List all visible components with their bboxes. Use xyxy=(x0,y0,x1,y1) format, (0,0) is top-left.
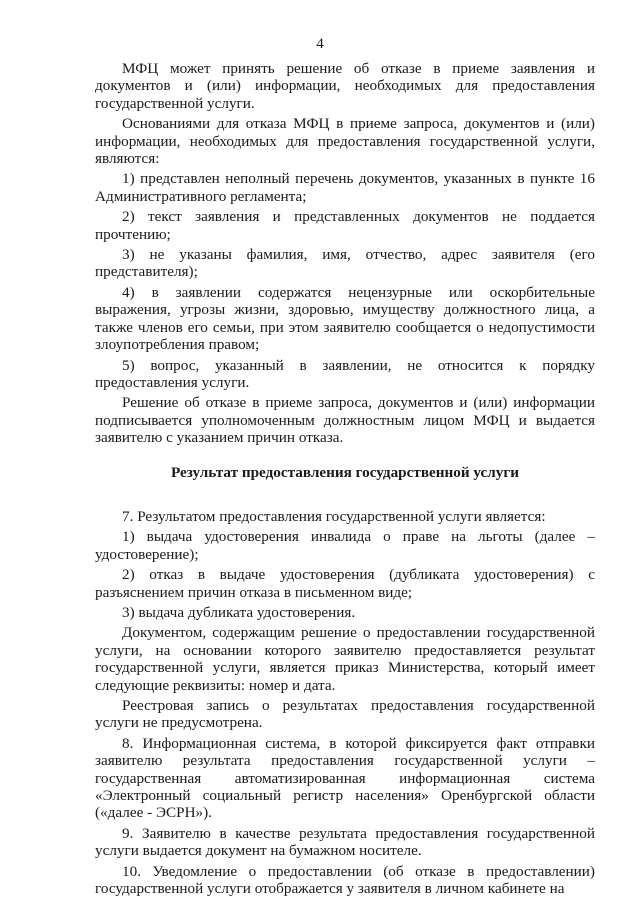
list-item: 5) вопрос, указанный в заявлении, не относится к порядку предоставления услуги. xyxy=(95,356,595,391)
paragraph: 8. Информационная система, в которой фиксируется факт отправки заявителю результата предоставления государственной услуги – государственная автоматизированная информационная система «Электронный социальный регистр населения» Оренбургской области («далее - ЭСРН»). xyxy=(95,734,595,822)
list-item: 1) выдача удостоверения инвалида о праве на льготы (далее – удостоверение); xyxy=(95,528,595,563)
section-heading: Результат предоставления государственной услуги xyxy=(170,463,520,481)
list-item: 2) отказ в выдаче удостоверения (дубликата удостоверения) с разъяснением причин отказа в письменном виде; xyxy=(95,566,595,601)
list-item: 4) в заявлении содержатся нецензурные или оскорбительные выражения, угрозы жизни, здоровью, имуществу должностного лица, а также членов его семьи, при этом заявителю сообщается о недопустимости злоупотребления правом; xyxy=(95,283,595,354)
paragraph: 7. Результатом предоставления государственной услуги является: xyxy=(122,507,546,525)
paragraph: 9. Заявителю в качестве результата предоставления государственной услуги выдается документ на бумажном носителе. xyxy=(95,824,595,860)
list-item: 3) выдача дубликата удостоверения. xyxy=(122,603,356,621)
list-item: 2) текст заявления и представленных документов не поддается прочтению; xyxy=(95,208,595,243)
paragraph: МФЦ может принять решение об отказе в приеме заявления и документов и (или) информации, необходимых для предоставления государственной услуги. xyxy=(95,60,595,112)
paragraph: Решение об отказе в приеме запроса, документов и (или) информации подписывается уполномоченным должностным лицом МФЦ и выдается заявителю с указанием причин отказа. xyxy=(95,394,595,447)
list-item: 3) не указаны фамилия, имя, отчество, адрес заявителя (его представителя); xyxy=(95,246,595,281)
paragraph: Реестровая запись о результатах предоставления государственной услуги не предусмотрена. xyxy=(95,697,595,732)
paragraph: Документом, содержащим решение о предоставлении государственной услуги, на основании которого заявителю предоставляется результат государственной услуги, является приказ Министерства, который имеет следующие реквизиты: номер и дата. xyxy=(95,624,595,694)
list-item: 1) представлен неполный перечень документов, указанных в пункте 16 Административного регламента; xyxy=(95,170,595,205)
page-number: 4 xyxy=(316,36,324,52)
paragraph: Основаниями для отказа МФЦ в приеме запроса, документов и (или) информации, необходимых для предоставления государственной услуги, являются: xyxy=(95,115,595,168)
paragraph: 10. Уведомление о предоставлении (об отказе в предоставлении) государственной услуги отображается у заявителя в личном кабинете на xyxy=(95,862,595,898)
page-body xyxy=(95,60,595,897)
